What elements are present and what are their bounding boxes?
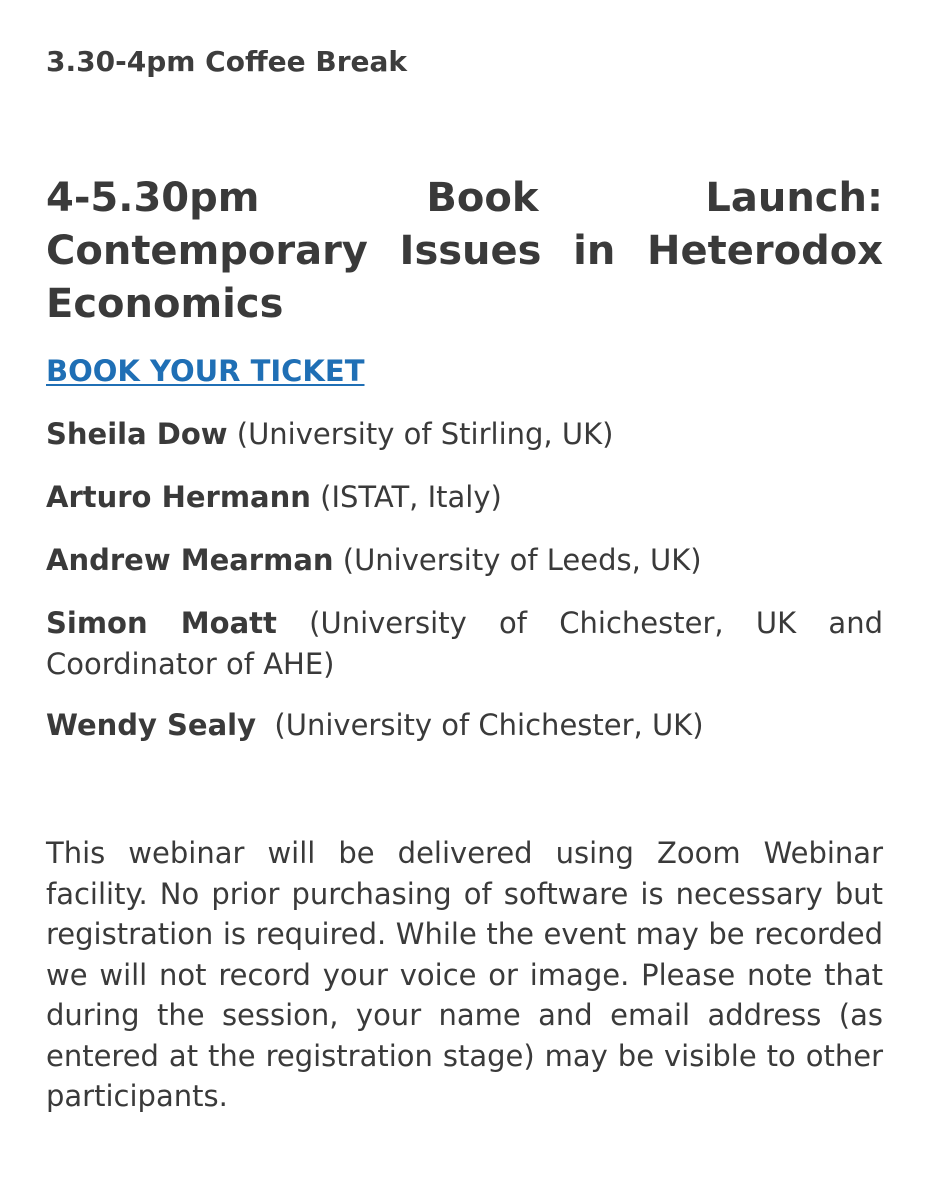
webinar-notice: This webinar will be delivered using Zoom Webinar facility. No prior purchasing of software is necessary but registration is required. While the event may be recorded we will not record your voice or image. Please note that during the session, your name and email address (as entered at the registration stage) may be visible to other participants. [46,836,883,1113]
book-launch-heading: 4-5.30pm Book Launch: Contemporary Issues in Heterodox Economics [46,175,883,327]
speaker-entry [46,477,883,518]
book-ticket-link[interactable]: BOOK YOUR TICKET [46,354,365,388]
speaker-affiliation: (University of Stirling, UK) [227,417,614,451]
speaker-affiliation: (ISTAT, Italy) [310,480,502,514]
speaker-entry [46,705,883,746]
speaker-name: Wendy Sealy [46,708,256,742]
speaker-name: Andrew Mearman [46,543,334,577]
speaker-affiliation: (University of Chichester, UK and Coordinator of AHE) [46,606,883,681]
coffee-break-heading: 3.30-4pm Coffee Break [46,45,408,78]
speaker-name: Arturo Hermann [46,480,311,514]
speaker-entry [46,414,883,455]
speaker-name: Sheila Dow [46,417,228,451]
speaker-entry [46,540,883,581]
speaker-affiliation: (University of Chichester, UK) [256,708,704,742]
speaker-entry [46,603,883,685]
speaker-affiliation: (University of Leeds, UK) [333,543,702,577]
speaker-name: Simon Moatt [46,606,277,640]
